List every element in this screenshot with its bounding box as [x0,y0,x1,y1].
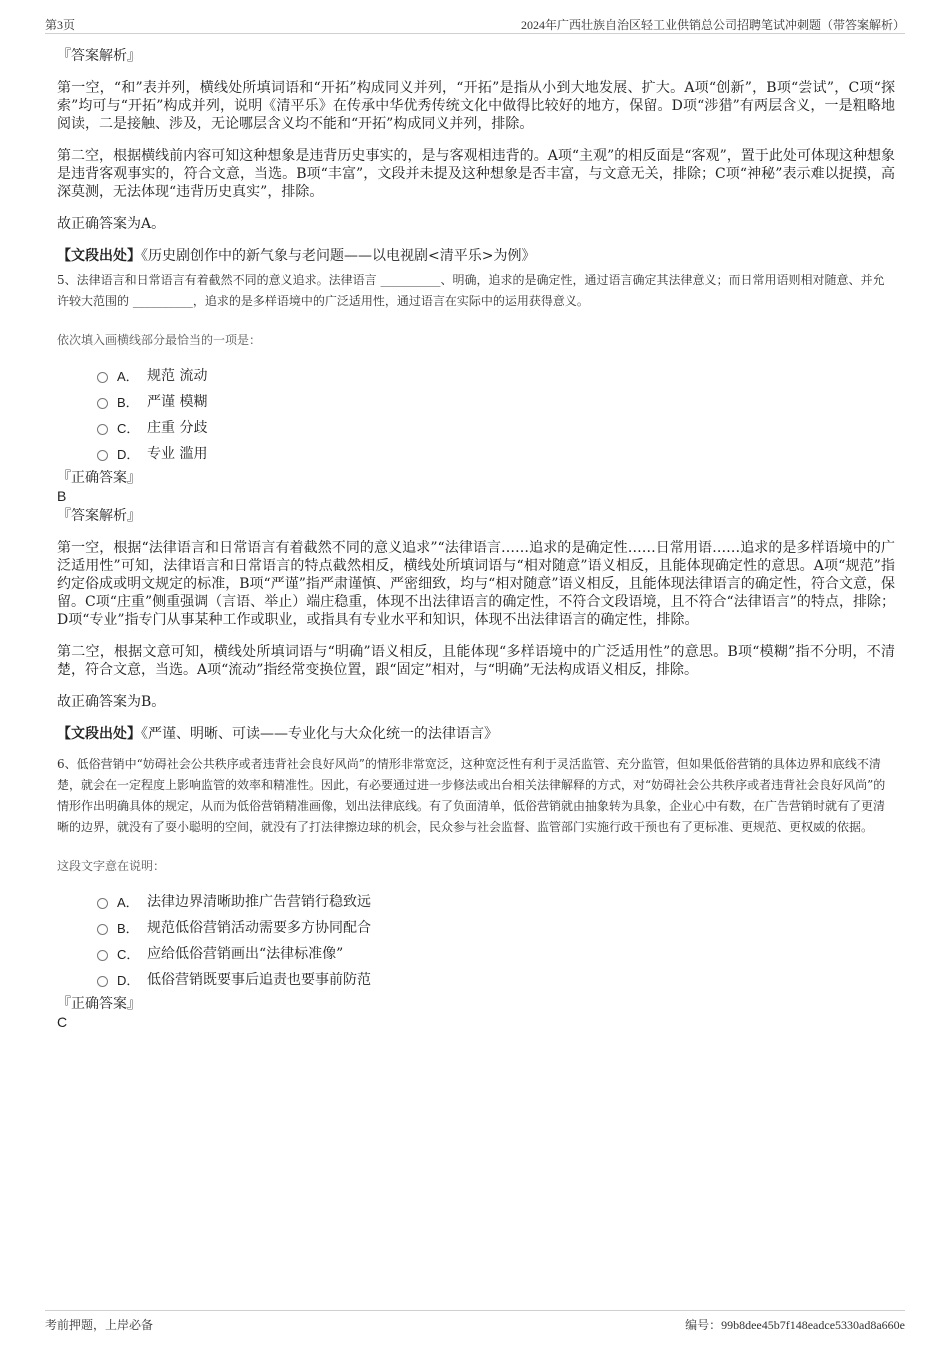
source-label: 【文段出处】 [57,726,141,742]
q5-option-a[interactable]: A． 规范 流动 [97,362,895,388]
q6-question: 6、低俗营销中“妨碍社会公共秩序或者违背社会良好风尚”的情形非常宽泛，这种宽泛性有利于灵活监管、充分监管，但如果低俗营销的具体边界和底线不清楚，就会在一定程度上影响监管的效率和精准性。因此，有必要通过进一步修法或出台相关法律解释的方式，对“妨碍社会公共秩序或者违背社会良好风尚”的情形作出明确具体的规定，从而为低俗营销精准画像，划出法律底线。有了负面清单，低俗营销就由抽象转为具象，企业心中有数，在广告营销时就有了更清晰的边界，就没有了耍小聪明的空间，就没有了打法律擦边球的机会，民众参与社会监督、监管部门实施行政干预也有了更标准、更规范、更权威的依据。 [57,757,886,834]
q4-analysis-mark: 『答案解析』 [57,48,141,64]
q6-options [97,888,895,992]
q5-option-c[interactable]: C． 庄重 分歧 [97,414,895,440]
q5-conclusion: 故正确答案为B。 [57,694,166,710]
source-text: 《严谨、明晰、可读——专业化与大众化统一的法律语言》 [141,726,498,742]
radio-icon[interactable] [97,898,108,909]
q6-option-c[interactable]: C． 应给低俗营销画出“法律标准像” [97,940,895,966]
radio-icon[interactable] [97,372,108,383]
radio-icon[interactable] [97,424,108,435]
q6-option-b[interactable]: B． 规范低俗营销活动需要多方协同配合 [97,914,895,940]
source-text: 《历史剧创作中的新气象与老问题——以电视剧<清平乐>为例》 [141,248,536,264]
radio-icon[interactable] [97,924,108,935]
source-label: 【文段出处】 [57,248,141,264]
footer-slogan: 考前押题，上岸必备 [45,1318,154,1332]
q5-answer: B [57,488,67,504]
q5-option-d[interactable]: D． 专业 滥用 [97,440,895,466]
q4-analysis-p2: 第二空，根据横线前内容可知这种想象是违背历史事实的，是与客观相违背的。A项“主观”的相反面是“客观”，置于此处可体现这种想象是违背客观事实的，符合文意，当选。B项“丰富”，文段并未提及这种想象是否丰富，与文意无关，排除；C项“神秘”表示难以捉摸，高深莫测，无法体现“违背历史真实”，排除。 [57,148,895,200]
q5-analysis-p2: 第二空，根据文意可知，横线处所填词语与“明确”语义相反，且能体现“多样语境中的广泛适用性”的意思。B项“模糊”指不分明，不清楚，符合文意，当选。A项“流动”指经常变换位置，跟“固定”相对，与“明确”无法构成语义相反，排除。 [57,644,895,678]
radio-icon[interactable] [97,450,108,461]
q4-conclusion: 故正确答案为A。 [57,216,166,232]
q4-analysis-p1: 第一空，“和”表并列，横线处所填词语和“开拓”构成同义并列，“开拓”是指从小到大地发展、扩大。A项“创新”，B项“尝试”，C项“探索”均可与“开拓”构成并列，说明《清平乐》在传承中华优秀传统文化中做得比较好的地方，保留。D项“涉猎”有两层含义，一是粗略地阅读，二是接触、涉及，无论哪层含义均不能和“开拓”构成同义并列，排除。 [57,80,895,132]
q6-option-a[interactable]: A． 法律边界清晰助推广告营销行稳致远 [97,888,895,914]
q5-question: 5、法律语言和日常语言有着截然不同的意义追求。法律语言 __________、明确，追求的是确定性，通过语言确定其法律意义；而日常用语则相对随意、并允许较大范围的 __________，追求的是多样语境中的广泛适用性，通过语言在实际中的运用获得意义。 [57,273,885,308]
q6-prompt: 这段文字意在说明： [57,859,166,873]
document-id: 编号：99b8dee45b7f148eadce5330ad8a660e [685,1318,905,1332]
document-title: 2024年广西壮族自治区轻工业供销总公司招聘笔试冲刺题（带答案解析） [520,18,905,32]
page-footer [45,1310,905,1335]
q4-source [57,247,895,265]
q5-analysis-mark: 『答案解析』 [57,508,141,524]
q5-option-b[interactable]: B． 严谨 模糊 [97,388,895,414]
q5-options [97,362,895,466]
q5-source [57,725,895,743]
radio-icon[interactable] [97,976,108,987]
radio-icon[interactable] [97,950,108,961]
radio-icon[interactable] [97,398,108,409]
q5-analysis-p1: 第一空，根据“法律语言和日常语言有着截然不同的意义追求”“法律语言……追求的是确定性……日常用语……追求的是多样语境中的广泛适用性”可知，法律语言和日常语言的特点截然相反，横线处所填词语与“相对随意”语义相反，且能体现确定性的意思。A项“规范”指约定俗成或明文规定的标准，B项“严谨”指严肃谨慎、严密细致，均与“相对随意”语义相反，且能体现法律语言的确定性，符合文意，保留。C项“庄重”侧重强调（言语、举止）端庄稳重，体现不出法律语言的确定性，不符合文段语境，且不符合“法律语言”的特点，排除；D项“专业”指专门从事某种工作或职业，或指具有专业水平和知识，体现不出法律语言的确定性，排除。 [57,540,895,628]
q5-answer-mark: 『正确答案』 [57,470,141,486]
document-body [57,47,895,1031]
q5-prompt: 依次填入画横线部分最恰当的一项是： [57,333,262,347]
q6-answer-mark: 『正确答案』 [57,996,141,1012]
page-header [45,14,905,34]
q6-answer: C [57,1014,68,1030]
page-number: 第3页 [45,18,76,32]
q6-option-d[interactable]: D． 低俗营销既要事后追责也要事前防范 [97,966,895,992]
